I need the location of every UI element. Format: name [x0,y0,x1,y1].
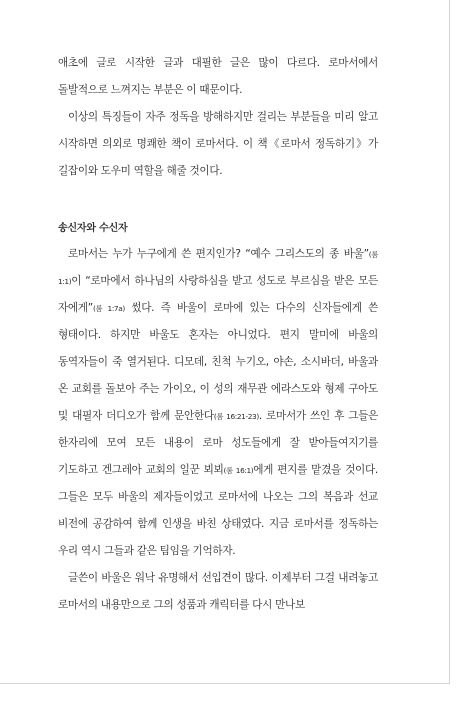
body-paragraph: 글쓴이 바울은 워낙 유명해서 선입견이 많다. 이제부터 그걸 내려놓고 로마서의 내용만으로 그의 성품과 캐릭터를 다시 만나보 [58,572,378,611]
section-text-block [58,222,378,619]
page-border-bottom [0,683,450,684]
paragraph-text: 에게 편지를 맡겼을 것이다. 그들은 모두 바울의 제자들이었고 로마서에 나오는 그의 복음과 선교 비전에 공감하여 함께 인생을 바친 상태였다. 지금 로마서를 정독하는 우리 역시 그들과 같은 팀임을 기억하자. [58,464,378,557]
section-heading: 송신자와 수신자 [58,223,128,234]
paragraph-text: 썼다. 즉 바울이 로마에 있는 다수의 신자들에게 쓴 형태이다. 하지만 바울도 혼자는 아니었다. 편지 말미에 바울의 동역자들이 죽 열거된다. 디모데, 친척 누기오, 야손, 소시바더, 바울과 온 교회를 돌보아 주는 가이오, 이 성의 재무관 에라스도와 형제 구아도 및 대필자 더디오가 함께 문안한다 [58,302,378,422]
intro-text-block [58,50,378,185]
body-paragraph: 이상의 특징들이 자주 정독을 방해하지만 걸리는 부분들을 미리 알고 시작하면 의외로 명쾌한 책이 로마서다. 이 책《로마서 정독하기》가 길잡이와 도우미 역할을 해줄 것이다. [58,111,378,177]
body-paragraph-continued: 애초에 글로 시작한 글과 대필한 글은 많이 다르다. 로마서에서 돌발적으로 느껴지는 부분은 이 때문이다. [58,57,378,96]
paragraph-text: 로마서는 누가 누구에게 쓴 편지인가? “예수 그리스도의 종 바울” [68,248,369,260]
scripture-reference: (롬 1:1) [58,250,378,286]
page-border-right [449,0,450,683]
paragraph-text: 이 “로마에서 하나님의 사랑하심을 받고 성도로 부르심을 받은 모든 자에게” [58,275,378,314]
scripture-reference: (롬 1:7a) [93,304,125,313]
body-paragraph [58,241,378,565]
scripture-reference: (롬 16:21-23) [213,412,259,421]
scripture-reference: (롬 16:1) [223,466,254,475]
paragraph-text: . 로마서가 쓰인 후 그들은 한자리에 모여 모든 내용이 로마 성도들에게 잘 받아들여지기를 기도하고 겐그레아 교회의 일꾼 뵈뵈 [58,410,378,476]
